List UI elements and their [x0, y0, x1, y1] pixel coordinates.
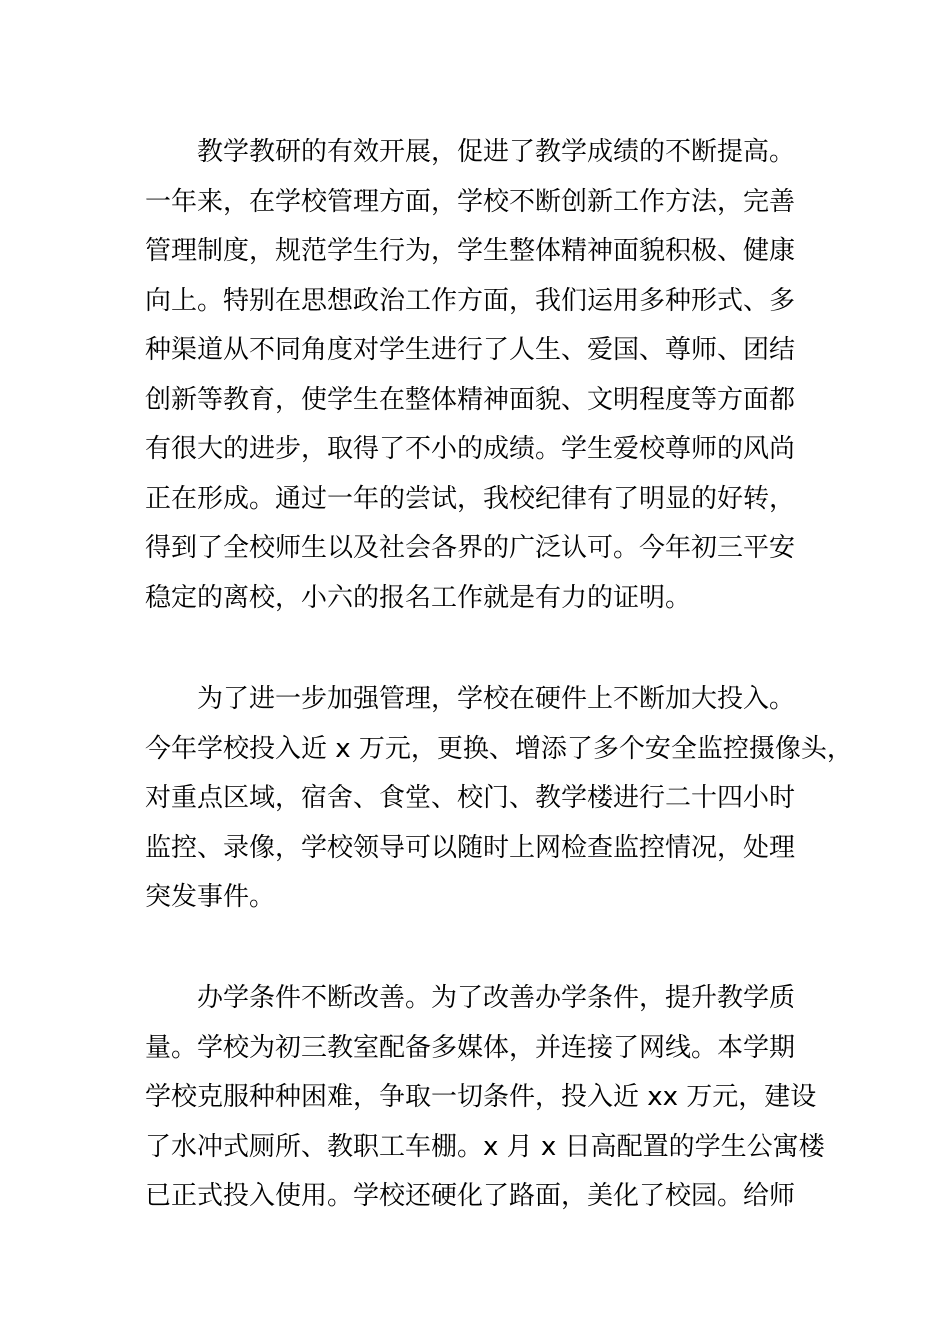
- text-line: 教学教研的有效开展，促进了教学成绩的不断提高。: [197, 137, 796, 167]
- text-line: 学校克服种种困难，争取一切条件，投入近 xx 万元，建设: [145, 1082, 817, 1112]
- text-line: 为了进一步加强管理，学校在硬件上不断加大投入。: [197, 684, 796, 714]
- text-line: 正在形成。通过一年的尝试，我校纪律有了明显的好转，: [145, 483, 796, 514]
- text-line: 办学条件不断改善。为了改善办学条件，提升教学质: [197, 983, 796, 1013]
- text-line: 已正式投入使用。学校还硬化了路面，美化了校园。给师: [145, 1181, 796, 1211]
- text-line: 对重点区域，宿舍、食堂、校门、教学楼进行二十四小时: [145, 783, 796, 813]
- text-line: 监控、录像，学校领导可以随时上网检查监控情况，处理: [145, 832, 796, 863]
- paragraph-hardware-investment: [145, 675, 853, 923]
- text-line: 有很大的进步，取得了不小的成绩。学生爱校尊师的风尚: [145, 434, 796, 464]
- text-line: 创新等教育，使学生在整体精神面貌、文明程度等方面都: [145, 384, 796, 415]
- paragraph-school-conditions: [145, 974, 845, 1222]
- text-line: 了水冲式厕所、教职工车棚。x 月 x 日高配置的学生公寓楼: [145, 1131, 825, 1162]
- text-line: 量。学校为初三教室配备多媒体，并连接了网线。本学期: [145, 1032, 796, 1063]
- text-line: 一年来，在学校管理方面，学校不断创新工作方法，完善: [145, 186, 796, 217]
- text-line: 得到了全校师生以及社会各界的广泛认可。今年初三平安: [145, 533, 796, 563]
- text-line: 种渠道从不同角度对学生进行了人生、爱国、尊师、团结: [145, 335, 796, 365]
- text-line: 突发事件。: [145, 882, 276, 912]
- text-line: 稳定的离校，小六的报名工作就是有力的证明。: [145, 582, 692, 613]
- text-line: 向上。特别在思想政治工作方面，我们运用多种形式、多: [145, 285, 796, 316]
- text-line: 今年学校投入近 x 万元，更换、增添了多个安全监控摄像头，: [145, 733, 853, 764]
- text-line: 管理制度，规范学生行为，学生整体精神面貌积极、健康: [145, 236, 796, 266]
- paragraph-teaching-management: [145, 128, 845, 623]
